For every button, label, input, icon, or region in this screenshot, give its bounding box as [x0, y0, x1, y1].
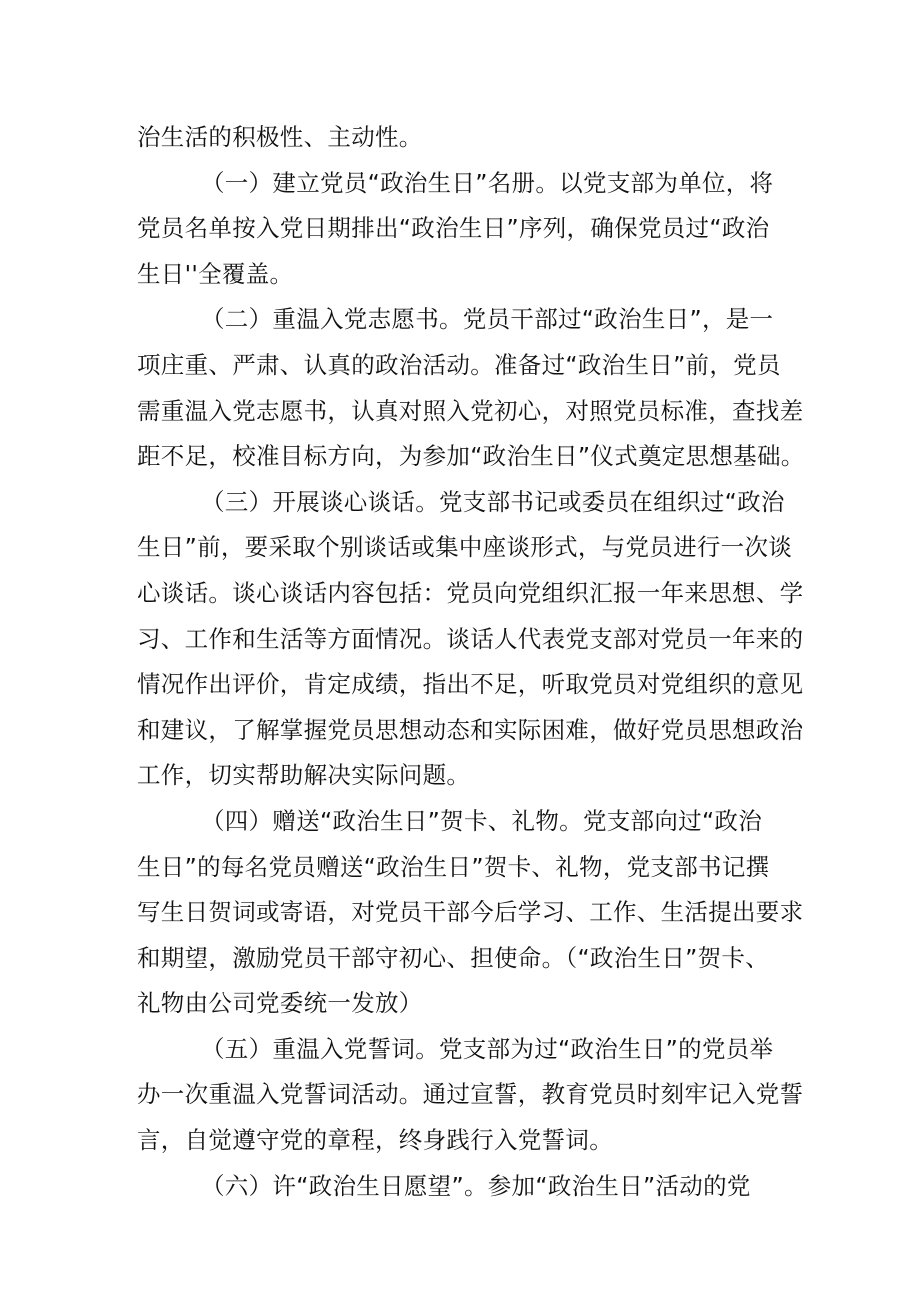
section-3-heading-line: （三）开展谈心谈话。党支部书记或委员在组织过“政治 [201, 487, 785, 516]
text-line: 写生日贺词或寄语，对党员干部今后学习、工作、生活提出要求 [137, 898, 804, 927]
section-2-heading-line: （二）重温入党志愿书。党员干部过“政治生日”，是一 [201, 305, 774, 334]
section-4-heading-line: （四）赠送“政治生日”贺卡、礼物。党支部向过“政治 [201, 806, 763, 835]
section-5-heading-line: （五）重温入党誓词。党支部为过“政治生日”的党员举 [201, 1034, 774, 1063]
text-line: 治生活的积极性、主动性。 [137, 123, 423, 151]
text-line: 言，自觉遵守党的章程，终身践行入党誓词。 [137, 1126, 613, 1155]
section-1-heading-line: （一）建立党员“政治生日”名册。以党支部为单位，将 [201, 168, 774, 197]
section-6-heading-line: （六）许“政治生日愿望”。参加“政治生日”活动的党 [201, 1171, 751, 1200]
document-body [137, 115, 805, 1209]
text-line: 和期望，激励党员干部守初心、担使命。（“政治生日”贺卡、 [137, 943, 769, 972]
text-line: 工作，切实帮助解决实际问题。 [137, 761, 471, 790]
text-line: 和建议，了解掌握党员思想动态和实际困难，做好党员思想政治 [137, 715, 804, 744]
text-line: 生日''全覆盖。 [137, 259, 294, 288]
text-line: 礼物由公司党委统一发放） [137, 989, 423, 1018]
text-line: 情况作出评价，肯定成绩，指出不足，听取党员对党组织的意见 [137, 670, 804, 699]
text-line: 生日”前，要采取个别谈话或集中座谈形式，与党员进行一次谈 [137, 533, 793, 562]
text-line: 距不足，校准目标方向，为参加“政治生日”仪式奠定思想基础。 [137, 442, 805, 471]
text-line: 心谈话。谈心谈话内容包括：党员向党组织汇报一年来思想、学 [137, 578, 804, 607]
text-line: 项庄重、严肃、认真的政治活动。准备过“政治生日”前，党员 [137, 350, 781, 379]
text-line: 生日”的每名党员赠送“政治生日”贺卡、礼物，党支部书记撰 [137, 852, 770, 881]
text-line: 习、工作和生活等方面情况。谈话人代表党支部对党员一年来的 [137, 624, 804, 653]
text-line: 需重温入党志愿书，认真对照入党初心，对照党员标准，查找差 [137, 396, 804, 425]
text-line: 党员名单按入党日期排出“政治生日”序列，确保党员过“政治 [137, 214, 770, 243]
text-line: 办一次重温入党誓词活动。通过宣誓，教育党员时刻牢记入党誓 [137, 1080, 804, 1109]
